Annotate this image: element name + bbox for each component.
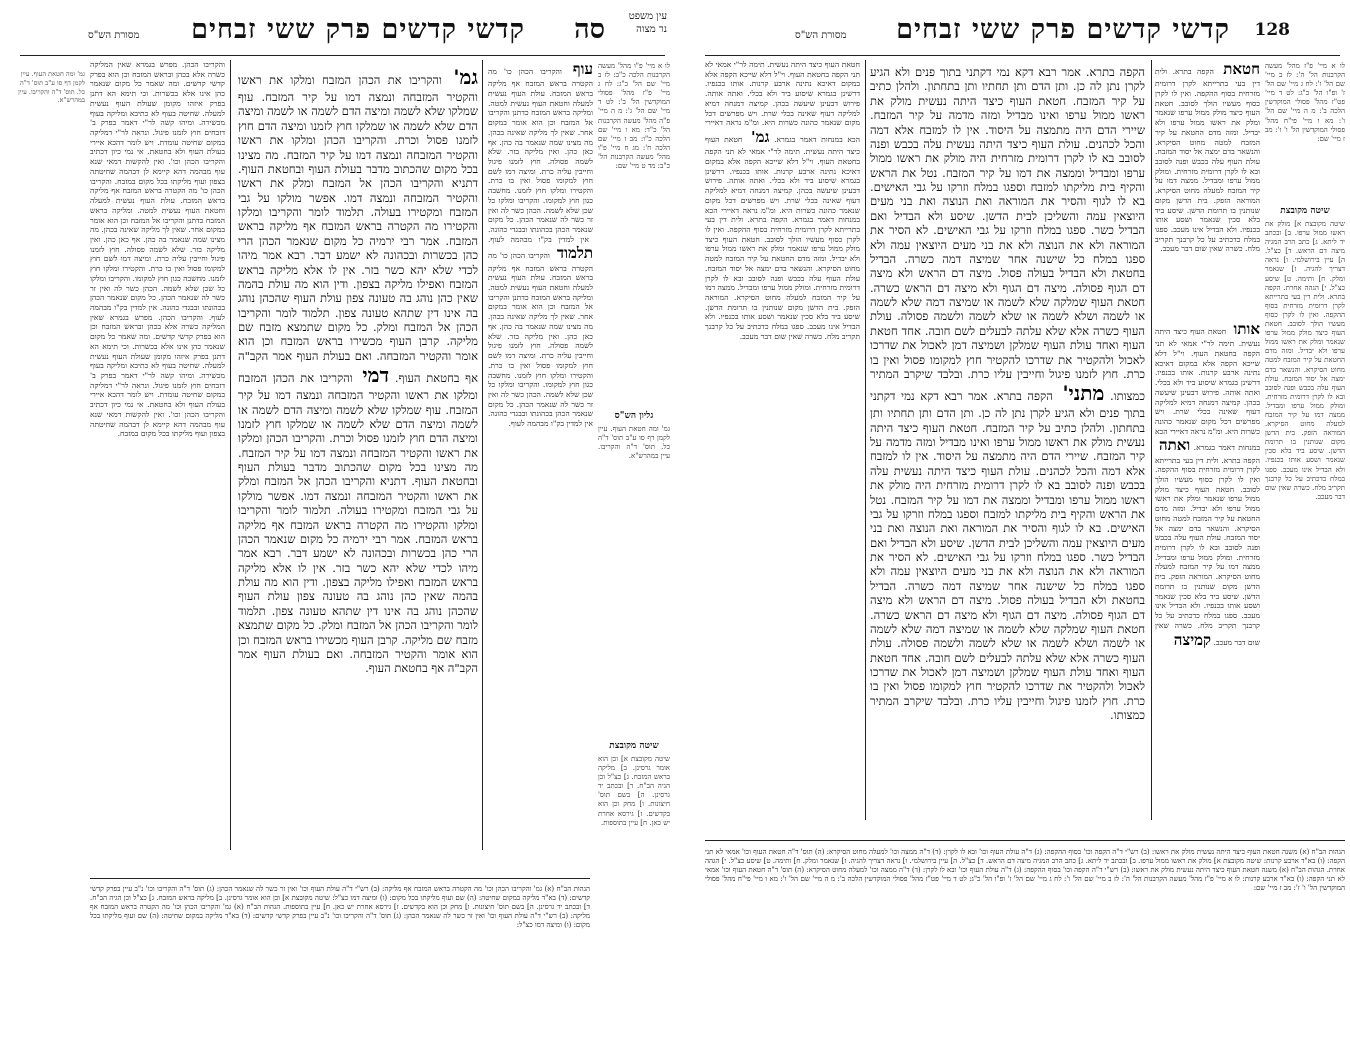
footnote-text-cont3: לו א מיי' פ"ז מהל' מעשה הקרבנות הל' ה': לז ב מיי' שם הל' ו': לח ג מיי' שם הל' ז' ופ"ו הל' כ"ג: לט ד מיי' פט"ז מהל' פסולי המוקדשין הלכה ב': מ ה מיי' שם הל' ו': מא ו מיי' פי"ח מהל' פסולי המוקדשין הל' ו' ז': מב ז מיי' שם: (705, 875, 1345, 893)
mesoret-header: מסורת הש"ס (88, 30, 140, 41)
column-divider (1151, 60, 1152, 820)
ein-mishpat-column: לו א מיי' פ"ז מהל' מעשה הקרבנות הל' ה': לז ב מיי' שם הל' ו': לח ג מיי' שם הל' ז' ופ"ו הל' כ"ג: לט ד מיי' פט"ז מהל' פסולי המוקדשין הלכה ב': מ ה מיי' שם הל' ו': מא ו מיי' פי"ח מהל' פסולי המוקדשין הל' ו' ז': מב ז מיי' שם: (1265, 62, 1345, 143)
opening-word: גמ' (453, 65, 478, 89)
footnote-rule (90, 878, 590, 879)
shita-column: שיטה מקובצת א] וכן הוא אומר גרסינן. ב] מליקה בראש המזבח. ג] כצ"ל וכן הגיה הב"ח. ד] ובכתב יד גרסינן. ה] בשם תוס' חיצונות. ו] מחק וכן הוא בקדשים. ז] גירסא אחרת יש כאן. ח] עיין בתוספות. (598, 755, 670, 827)
opening-word: גמ' (751, 128, 770, 147)
column-divider (865, 60, 866, 820)
rashi-text-cont: והקריבו הכהן כו' מה הקטרה בראש המזבח אף מליקה בראש המזבח. עולת העוף נעשית למעלה וחטאת העוף נעשית למטה. ומליקה בראש המזבח כדתנן והקריבו אל המזבח וכן הוא אומר במקום אחר. שאין לך מליקה שאינה בכהן. מה מצינו שמה שנאמר בה כהן. אף כאן כהן. ואין מליקה בזר. שלא לשמה פסולה. חוץ לזמנו פיגול וחייבין עליה כרת. ומיצה דמו לשם חוץ למקומו פסול ואין בו כרת. והקטירו ומלקו חוץ לזמנו. מחשבה כגון חוץ למקומו. והקריבו ומלקו כל שכן שלא לשמה. הכהן כשר לה ואין זר כשר לה שנאמר הכהן. כל מקום שנאמר הכהן בכהונתו ובבגדי כהונה. אין למדין בק"ו מבהמה לעוף. (488, 251, 593, 429)
right-page (675, 0, 1350, 1050)
opening-word: תלמוד (556, 244, 593, 263)
gemara-text: והקריבו את הכהן המזבח ומלקו את ראשו והקטיר המזבחה ונמצה דמו על קיר המזבח. עוף שמלקו שלא לשמה ומיצה הדם לשמה או לשמה ומיצה הדם שלא לשמה או שמלקו חוץ לזמנו ומיצה הדם חוץ לזמנו פסול וכרת. והקריבו הכהן ומלקו את ראשו והקטיר המזבחה ונמצה דמו על קיר המזבח. מה מצינו בכל מקום שהכתוב מדבר בעולת העוף ובחטאת העוף. דתניא והקריבו הכהן אל המזבח ומלק את ראשו והקטיר המזבחה ונמצה דמו. אפשר מולקו על גבי המזבח ומקטירו בעולה. תלמוד לומר והקריבו ומלקו והקטירו מה הקטרה בראש המזבח אף מליקה בראש המזבח. אמר רבי ירמיה כל מקום שנאמר הכהן הרי כהן בכשרות ובכהונה לא ישמע דבר. רבא אמר מיהו לכדי שלא יהא כשר בזר. אין לו אלא מליקה בראש המזבח ואפילו מליקה בצפון. ודין הוא מה עולת בהמה שאין כהן נוהג בה טעונה צפון עולת העוף שהכהן נוהג בה אינו דין שתהא טעונה צפון. תלמוד לומר והקריבו הכהן אל המזבח ומלק. כל מקום שתמצא מזבח שם מליקה. קרבן העוף מכשירו בראש המזבח וכן הוא אומר והקטיר המזבחה. ואם בעולת העוף אמר הקב"ה אף בחטאת העוף. (238, 73, 478, 386)
footnotes (705, 848, 1345, 1038)
folio-number: סה (574, 14, 605, 45)
shita-column (1265, 220, 1345, 840)
header-rule (20, 55, 665, 56)
rashi-text: הקפה בתרא. ולית דין בעי בתרייתא לקרן דרומית מזרחית בסוף ההקפה. ואין לו לקרן כסוף מעשיו הולך לסובב. חטאת העוף כיצד מולק ממול ערפו שנאמר ומלק את ראשו ממול ערפו ולא יבדיל. ומזה מדם החטאת על קיר המזבח למטה מחוט הסיקרא. והנשאר בדם ימצה אל יסוד המזבח. עולת העוף עלה בכבש ופנה לסובב ובא לו לקרן דרומית מזרחית. ומולק ממול ערפו ומבדיל. ממצה דמו על קיר המזבח למעלה מחוט הסיקרא. המוראה הזפק. בית הדשן מקום שנותנין בו תרומת הדשן. שיסע ביד בלא סכין שנאמר ושסע אותו בכנפיו. ולא הבדיל אינו מעכב. ספגו במלח כדכתיב על כל קרבנך תקריב מלח. כשרה שאין שום דבר מעכב. (1155, 67, 1260, 254)
opening-word: מתני' (1062, 381, 1105, 406)
mishna-main-text (870, 65, 1145, 830)
mishna-text-cont: הקפה בתרא. אמר רבא דקא נמי דקתני בתוך פנים ולא הגיע לקרן נתן לה כן. ותן הדם ותן תחתיו ותן בתחתון. ולהלן כתיב על קיר המזבח. חטאת העוף כיצד היתה נעשית מולק את ראשו ממול ערפו ואינו מבדיל ומזה מדמה על קיר המזבח. שיירי הדם היה מתמצה על היסוד. אין לו למזבח אלא דמה והכל לכהנים. עולת העוף כיצד היתה נעשית עלה בכבש ופנה לסובב בא לו לקרן דרומית מזרחית היה מולק את ראשו ממול ערפו ומבדיל וממצה את דמו על קיר המזבח. נטל את הראש והקיף בית מליקתו למזבח וספגו במלח וזרקו על גבי האישים. בא לו לגוף והסיר את המוראה ואת הנוצה ואת בני מעים היוצאין עמה והשליכן לבית הדשן. שיסע ולא הבדיל ואם הבדיל כשר. ספגו במלח וזרקו על גבי האישים. לא הסיר את המוראה ולא את הנוצה ולא את בני מעים היוצאין עמה ולא ספגו במלח כל שישנה אחר שמיצה דמה כשרה. הבדיל בחטאת ולא הבדיל בעולה פסול. מיצה דם הראש ולא מיצה דם הגוף פסולה. מיצה דם הגוף ולא מיצה דם הראש כשרה. חטאת העוף שמלקה שלא לשמה או שמיצה דמה שלא לשמה או לשמה ושלא לשמה או שלא לשמה ולשמה פסולה. עולת העוף כשרה אלא שלא עלתה לבעלים לשם חובה. אחד חטאת העוף ואחד עולת העוף שמלקן ושמיצה דמן לאכול את שדרכו לאכול ולהקטיר את שדרכו להקטיר חוץ למקומו פסול ואין בו כרת. חוץ לזמנו פיגול וחייבין עליו כרת. ובלבד שיקרב המתיר כמצותו. (870, 389, 1145, 723)
column-divider (230, 60, 231, 850)
gemara-text-cont: והקריבו את הכהן המזבח ומלקו את ראשו והקטיר המזבחה ונמצה דמו על קיר המזבח. עוף שמלקו שלא לשמה ומיצה הדם לשמה או לשמה ומיצה הדם שלא לשמה או שמלקו חוץ לזמנו ומיצה הדם חוץ לזמנו פסול וכרת. והקריבו הכהן ומלקו את ראשו והקטיר המזבחה ונמצה דמו על קיר המזבח. מה מצינו בכל מקום שהכתוב מדבר בעולת העוף ובחטאת העוף. דתניא והקריבו הכהן אל המזבח ומלק את ראשו והקטיר המזבחה ונמצה דמו. אפשר מולקו על גבי המזבח ומקטירו בעולה. תלמוד לומר והקריבו ומלקו והקטירו מה הקטרה בראש המזבח אף מליקה בראש המזבח. אמר רבי ירמיה כל מקום שנאמר הכהן הרי כהן בכשרות ובכהונה לא ישמע דבר. רבא אמר מיהו לכדי שלא יהא כשר בזר. אין לו אלא מליקה בראש המזבח ואפילו מליקה בצפון. ודין הוא מה עולת בהמה שאין כהן נוהג בה טעונה צפון עולת העוף שהכהן נוהג בה אינו דין שתהא טעונה צפון. תלמוד לומר והקריבו הכהן אל המזבח ומלק. כל מקום שתמצא מזבח שם מליקה. קרבן העוף מכשירו בראש המזבח וכן הוא אומר והקטיר המזבחה. ואם בעולת העוף אמר הקב"ה אף בחטאת העוף. (238, 371, 478, 676)
tosafot-text: חטאת העוף כיצד היתה נעשית. תימה לר"י אמאי לא תני הקפה בחטאת העוף. וי"ל דלא שייכא הקפה אלא במקום דאיכא נתינה ארבע קרנות. אותו בכנפיו. דרשינן בגמרא שיסוע ביד ולא בכלי. ואתה אותה. פירוש דבעינן שיעשה בכהן. קמיצה דמנחה דמיא למליקה דעוף שאינה בכלי שרת. ויש מפרשים דכל מקום שנאמר כהונה כשרות היא. ומ"מ נראה דאיירי הכא במנחות דאמר בגמרא. (705, 60, 860, 145)
tosafot-text-cont: חטאת העוף כיצד היתה נעשית. תימה לר"י אמאי לא תני הקפה בחטאת העוף. וי"ל דלא שייכא הקפה אלא במקום דאיכא נתינה ארבע קרנות. אותו בכנפיו. דרשינן בגמרא שיסוע ביד ולא בכלי. ואתה אותה. פירוש דבעינן שיעשה בכהן. קמיצה דמנחה דמיא למליקה דעוף שאינה בכלי שרת. ויש מפרשים דכל מקום שנאמר כהונה כשרות היא. ומ"מ נראה דאיירי הכא במנחות דאמר בגמרא. (705, 135, 860, 225)
opening-word: אותו (1233, 320, 1260, 338)
opening-word: קמיצה (1173, 630, 1212, 649)
footnote-text-cont: שיטה מקובצת א] מולק את ראשו ממול ערפו. ב] ובכתב יד ליתא. ג] כתב הרב המגיה מיצה דם הראש. ד] כצ"ל. ה] עיין בירושלמי. ו] נראה דצריך להגיה. ז] שנאמר ומלק. ח] ותימה. ט] שיסע כצ"ל. י] הגהה אחרת. (705, 857, 1345, 875)
footnote-text-cont2: הגהות הב"ח (א) גמ' והקריבו הכהן וכו' מה הקטרה בראש המזבח אף מליקה: (ב) רש"י ד"ה עולת העוף וכו' ואין זר כשר לה שנאמר הכהן: (ג) תוס' ד"ה והקריבו וכו' נ"ב עיין בפרק קדשי קדשים: (ד) בא"ד מליקה במקום שחיטה: (ה) שם ועוף מליקתו בכל מקום: (ו) ומיצה דמו כצ"ל: (90, 903, 590, 930)
running-title: קדשי קדשים פרק ששי זבחים (191, 14, 525, 45)
rashi-text: והקריבו הכהן כו' מה הקטרה בראש המזבח אף מליקה בראש המזבח. עולת העוף נעשית למעלה וחטאת העוף נעשית למטה. ומליקה בראש המזבח כדתנן והקריבו אל המזבח וכן הוא אומר במקום אחר. שאין לך מליקה שאינה בכהן. מה מצינו שמה שנאמר בה כהן. אף כאן כהן. ואין מליקה בזר. שלא לשמה פסולה. חוץ לזמנו פיגול וחייבין עליה כרת. ומיצה דמו לשם חוץ למקומו פסול ואין בו כרת. והקטירו ומלקו חוץ לזמנו. מחשבה כגון חוץ למקומו. והקריבו ומלקו כל שכן שלא לשמה. הכהן כשר לה ואין זר כשר לה שנאמר הכהן. כל מקום שנאמר הכהן בכהונתו ובבגדי כהונה. אין למדין בק"ו מבהמה לעוף. (488, 67, 593, 244)
page-number: 128 (1254, 20, 1290, 40)
opening-word: ואתה (1159, 436, 1191, 455)
opening-word: עוף (572, 60, 593, 78)
tosafot-column (705, 60, 860, 830)
tosafot-text-cont2: והקריבו הכהן. מפרש בגמרא שאין המליקה כשרה אלא בכהן ובראש המזבח וכן הוא בפרק קדשי קדשים. ומה שאמר כל מקום שנאמר כהן אינו אלא בכשרות. וכי תימא הא דתנן בפרק איזהו מקומן שעולת העוף נעשית למעלה. שחיטה בעוף לא כתיבא ומליקה בעוף מכשירה. ומיהו קשה לר"י דאמר בפרק ב' דזבחים חוץ לזמנו פיגול. ונראה לר"י דמליקה במקום שחיטה עומדת. ויש לומר דהכא איירי בעולת העוף ולא בחטאת. אי נמי כיון דכתיב והקריבו הכהן וכו'. ואין להקשות דמאי שנא עוף מבהמה דהא קיימא לן דבהמה שחיטתה בצפון ועוף מליקתו בכל מקום במזבח. (90, 312, 225, 439)
shita-label: שיטה מקובצת (1280, 206, 1330, 216)
shita-text-cont: הקפה בתרא. ולית דין בעי בתרייתא לקרן דרומית מזרחית בסוף ההקפה. ואין לו לקרן כסוף מעשיו הולך לסובב. חטאת העוף כיצד מולק ממול ערפו שנאמר ומלק את ראשו ממול ערפו ולא יבדיל. ומזה מדם החטאת על קיר המזבח למטה מחוט הסיקרא. והנשאר בדם ימצה אל יסוד המזבח. עולת העוף עלה בכבש ופנה לסובב ובא לו לקרן דרומית מזרחית. ומולק ממול ערפו ומבדיל. ממצה דמו על קיר המזבח למעלה מחוט הסיקרא. המוראה הזפק. בית הדשן מקום שנותנין בו תרומת הדשן. שיסע ביד בלא סכין שנאמר ושסע אותו בכנפיו. ולא הבדיל אינו מעכב. ספגו במלח כדכתיב על כל קרבנך תקריב מלח. כשרה שאין שום דבר מעכב. (1265, 283, 1345, 501)
tosafot-text-cont2: הקפה בתרא. ולית דין בעי בתרייתא לקרן דרומית מזרחית בסוף ההקפה. ואין לו לקרן כסוף מעשיו הולך לסובב. חטאת העוף כיצד מולק ממול ערפו שנאמר ומלק את ראשו ממול ערפו ולא יבדיל. ומזה מדם החטאת על קיר המזבח למטה מחוט הסיקרא. והנשאר בדם ימצה אל יסוד המזבח. עולת העוף עלה בכבש ופנה לסובב ובא לו לקרן דרומית מזרחית. ומולק ממול ערפו ומבדיל. ממצה דמו על קיר המזבח למעלה מחוט הסיקרא. המוראה הזפק. בית הדשן מקום שנותנין בו תרומת הדשן. שיסע ביד בלא סכין שנאמר ושסע אותו בכנפיו. ולא הבדיל אינו מעכב. ספגו במלח כדכתיב על כל קרבנך תקריב מלח. כשרה שאין שום דבר מעכב. (705, 215, 860, 341)
rashi-text-lower-cont: הקפה בתרא. ולית דין בעי בתרייתא לקרן דרומית מזרחית בסוף ההקפה. ואין לו לקרן כסוף מעשיו הולך לסובב. חטאת העוף כיצד מולק ממול ערפו שנאמר ומלק את ראשו ממול ערפו ולא יבדיל. ומזה מדם החטאת על קיר המזבח למטה מחוט הסיקרא. והנשאר בדם ימצה אל יסוד המזבח. עולת העוף עלה בכבש ופנה לסובב ובא לו לקרן דרומית מזרחית. ומולק ממול ערפו ומבדיל. ממצה דמו על קיר המזבח למעלה מחוט הסיקרא. המוראה הזפק. בית הדשן מקום שנותנין בו תרומת הדשן. שיסע ביד בלא סכין שנאמר ושסע אותו בכנפיו. ולא הבדיל אינו מעכב. ספגו במלח כדכתיב על כל קרבנך תקריב מלח. כשרה שאין שום דבר מעכב. (1155, 455, 1260, 647)
mesoret-margin: גמ' ומה חטאת העוף. עיין לקמן דף סו ע"ב תוס' ד"ה כל. תוס' ד"ה והקריבו. עיין במהרש"א. (18, 70, 85, 105)
footnote-rule (705, 840, 1345, 841)
column-divider (482, 60, 483, 850)
mishna-text: הקפה בתרא. אמר רבא דקא נמי דקתני בתוך פנים ולא הגיע לקרן נתן לה כן. ותן הדם ותן תחתיו ותן בתחתון. ולהלן כתיב על קיר המזבח. חטאת העוף כיצד היתה נעשית מולק את ראשו ממול ערפו ואינו מבדיל ומזה מדמה על קיר המזבח. שיירי הדם היה מתמצה על היסוד. אין לו למזבח אלא דמה והכל לכהנים. עולת העוף כיצד היתה נעשית עלה בכבש ופנה לסובב בא לו לקרן דרומית מזרחית היה מולק את ראשו ממול ערפו ומבדיל וממצה את דמו על קיר המזבח. נטל את הראש והקיף בית מליקתו למזבח וספגו במלח וזרקו על גבי האישים. בא לו לגוף והסיר את המוראה ואת הנוצה ואת בני מעים היוצאין עמה והשליכן לבית הדשן. שיסע ולא הבדיל ואם הבדיל כשר. ספגו במלח וזרקו על גבי האישים. לא הסיר את המוראה ולא את הנוצה ולא את בני מעים היוצאין עמה ולא ספגו במלח כל שישנה אחר שמיצה דמה כשרה. הבדיל בחטאת ולא הבדיל בעולה פסול. מיצה דם הראש ולא מיצה דם הגוף פסולה. מיצה דם הגוף ולא מיצה דם הראש כשרה. חטאת העוף שמלקה שלא לשמה או שמיצה דמה שלא לשמה או לשמה ושלא לשמה או שלא לשמה ולשמה פסולה. עולת העוף כשרה אלא שלא עלתה לבעלים לשם חובה. אחד חטאת העוף ואחד עולת העוף שמלקן ושמיצה דמן לאכול את שדרכו לאכול ולהקטיר את שדרכו להקטיר חוץ למקומו פסול ואין בו כרת. חוץ לזמנו פיגול וחייבין עליו כרת. ובלבד שיקרב המתיר כמצותו. (870, 65, 1145, 404)
gilyon-column: גמ' ומה חטאת העוף. עיין לקמן דף סו ע"ב תוס' ד"ה כל. תוס' ד"ה והקריבו. עיין במהרש"א. (598, 425, 670, 461)
tosafot-text-cont: והקריבו הכהן כו' מה הקטרה בראש המזבח אף מליקה בראש המזבח. עולת העוף נעשית למעלה וחטאת העוף נעשית למטה. ומליקה בראש המזבח כדתנן והקריבו אל המזבח וכן הוא אומר במקום אחר. שאין לך מליקה שאינה בכהן. מה מצינו שמה שנאמר בה כהן. אף כאן כהן. ואין מליקה בזר. שלא לשמה פסולה. חוץ לזמנו פיגול וחייבין עליה כרת. ומיצה דמו לשם חוץ למקומו פסול ואין בו כרת. והקטירו ומלקו חוץ לזמנו. מחשבה כגון חוץ למקומו. והקריבו ומלקו כל שכן שלא לשמה. הכהן כשר לה ואין זר כשר לה שנאמר הכהן. כל מקום שנאמר הכהן בכהונתו ובבגדי כהונה. אין למדין בק"ו מבהמה לעוף. (90, 176, 225, 322)
rashi-column-lower (1155, 320, 1260, 820)
running-title: קדשי קדשים פרק ששי זבחים (896, 14, 1230, 45)
opening-word: דמי (362, 363, 390, 388)
shita-label: שיטה מקובצת (609, 741, 659, 751)
shita-text: שיטה מקובצת א] מולק את ראשו ממול ערפו. ב] ובכתב יד ליתא. ג] כתב הרב המגיה מיצה דם הראש. ד] כצ"ל. ה] עיין בירושלמי. ו] נראה דצריך להגיה. ז] שנאמר ומלק. ח] ותימה. ט] שיסע כצ"ל. י] הגהה אחרת. (1265, 220, 1345, 292)
gemara-main-text (238, 65, 478, 855)
opening-word: חטאת (1223, 60, 1260, 78)
mesoret-header: מסורת הש"ס (795, 30, 847, 41)
header-rule (705, 55, 1340, 56)
ein-mishpat-header: עין משפט נר מצוה (628, 11, 667, 35)
ein-mishpat-column: לו א מיי' פ"ו מהל' מעשה הקרבנות הלכה כ"ב: לז ב מיי' שם הל' כ"ג: לח ג מיי' פ"ז מהל' פסולי המוקדשין הל' ב': לט ד מיי' שם הל' ג': מ ה מיי' פ"ה מהל' מעשה הקרבנות הל' כ"ד: מא ו מיי' שם הלכה כ"ו: מב ז מיי' שם הלכה ח': מג ח מיי' פ"ו מהל' מעשה הקרבנות הל' כ"ב: מד ט מיי' שם: (598, 62, 670, 171)
footnote-text-cont2: הגהות הב"ח (א) משנה חטאת העוף כיצד היתה נעשית מולק את ראשו: (ב) רש"י ד"ה הקפה וכו' בסוף ההקפה: (ג) ד"ה עולת העוף וכו' ובא לו לקרן: (ד) ד"ה ממצה וכו' למעלה מחוט הסיקרא: (ה) תוס' ד"ה חטאת העוף וכו' אמאי לא תני הקפה: (ו) בא"ד ארבע קרנות: (705, 866, 1345, 884)
footnote-text: הגהות הב"ח (א) גמ' והקריבו הכהן וכו' מה הקטרה בראש המזבח אף מליקה: (ב) רש"י ד"ה עולת העוף וכו' ואין זר כשר לה שנאמר הכהן: (ג) תוס' ד"ה והקריבו וכו' נ"ב עיין בפרק קדשי קדשים: (ד) בא"ד מליקה במקום שחיטה: (ה) שם ועוף מליקתו בכל מקום: (ו) ומיצה דמו כצ"ל: (90, 885, 590, 903)
rashi-column (488, 60, 593, 940)
tosafot-text: והקריבו הכהן. מפרש בגמרא שאין המליקה כשרה אלא בכהן ובראש המזבח וכן הוא בפרק קדשי קדשים. ומה שאמר כל מקום שנאמר כהן אינו אלא בכשרות. וכי תימא הא דתנן בפרק איזהו מקומן שעולת העוף נעשית למעלה. שחיטה בעוף לא כתיבא ומליקה בעוף מכשירה. ומיהו קשה לר"י דאמר בפרק ב' דזבחים חוץ לזמנו פיגול. ונראה לר"י דמליקה במקום שחיטה עומדת. ויש לומר דהכא איירי בעולת העוף ולא בחטאת. אי נמי כיון דכתיב והקריבו הכהן וכו'. ואין להקשות דמאי שנא עוף מבהמה דהא קיימא לן דבהמה שחיטתה בצפון ועוף מליקתו בכל מקום במזבח. (90, 60, 225, 186)
footnote-text: הגהות הב"ח (א) משנה חטאת העוף כיצד היתה נעשית מולק את ראשו: (ב) רש"י ד"ה הקפה וכו' בסוף ההקפה: (ג) ד"ה עולת העוף וכו' ובא לו לקרן: (ד) ד"ה ממצה וכו' למעלה מחוט הסיקרא: (ה) תוס' ד"ה חטאת העוף וכו' אמאי לא תני הקפה: (ו) בא"ד ארבע קרנות: (705, 848, 1345, 866)
gilyon-label: גליון הש"ס (614, 411, 654, 421)
rashi-column (1155, 60, 1260, 310)
footnotes (90, 885, 590, 1035)
rashi-text-lower: חטאת העוף כיצד היתה נעשית. תימה לר"י אמאי לא תני הקפה בחטאת העוף. וי"ל דלא שייכא הקפה אלא במקום דאיכא נתינה ארבע קרנות. אותו בכנפיו. דרשינן בגמרא שיסוע ביד ולא בכלי. ואתה אותה. פירוש דבעינן שיעשה בכהן. קמיצה דמנחה דמיא למליקה דעוף שאינה בכלי שרת. ויש מפרשים דכל מקום שנאמר כהונה כשרות היא. ומ"מ נראה דאיירי הכא במנחות דאמר בגמרא. (1155, 327, 1260, 453)
tosafot-column (90, 60, 225, 870)
footnote-text-cont: שיטה מקובצת א] וכן הוא אומר גרסינן. ב] מליקה בראש המזבח. ג] כצ"ל וכן הגיה הב"ח. ד] ובכתב יד גרסינן. ה] בשם תוס' חיצונות. ו] מחק וכן הוא בקדשים. ז] גירסא אחרת יש כאן. ח] עיין בתוספות. (90, 894, 590, 912)
